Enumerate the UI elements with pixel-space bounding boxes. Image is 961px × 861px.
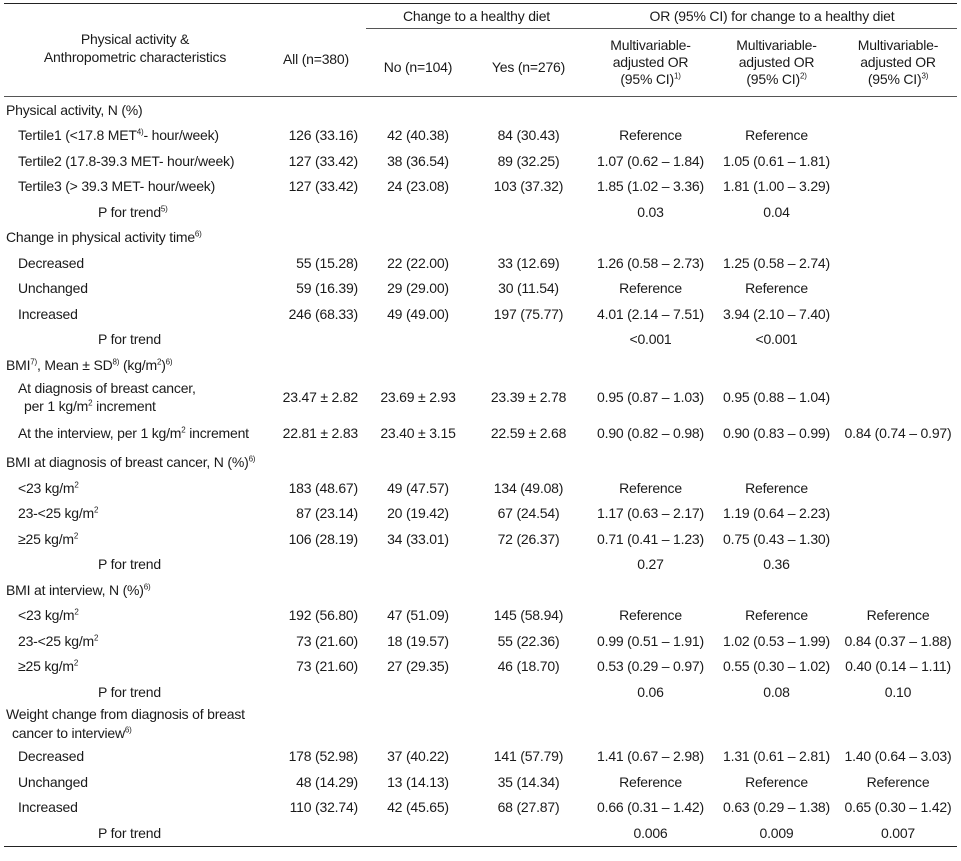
- cell-model3: [839, 199, 957, 225]
- cell-model2: <0.001: [755, 331, 798, 348]
- row-label-text: <23 kg/m: [18, 479, 75, 496]
- row-label: [4, 628, 266, 654]
- cell-all: [266, 679, 366, 705]
- footnote-marker: 6): [124, 725, 132, 735]
- header-no: [366, 29, 470, 97]
- cell-all: 183 (48.67): [288, 479, 358, 496]
- section-row-activity-time: [4, 225, 957, 251]
- cell-all: 73 (21.60): [296, 658, 358, 675]
- header-model1-note: 1): [673, 71, 681, 81]
- table-row: [4, 744, 957, 770]
- cell-no: 29 (29.00): [387, 280, 449, 297]
- header-model2-line2: adjusted OR: [738, 54, 815, 70]
- header-model1: [587, 29, 714, 97]
- section-title: [4, 352, 957, 378]
- row-label: Tertile2 (17.8-39.3 MET- hour/week): [18, 152, 235, 169]
- cell-model2: Reference: [745, 280, 808, 297]
- row-label: [4, 654, 266, 680]
- row-label: [4, 199, 266, 225]
- row-label: Unchanged: [18, 280, 88, 297]
- table-row: [4, 475, 957, 501]
- cell-model3: [839, 327, 957, 353]
- section-title-line1: Weight change from diagnosis of breast: [6, 706, 245, 722]
- cell-model2: 0.63 (0.29 – 1.38): [723, 799, 830, 816]
- cell-model2: 1.31 (0.61 – 2.81): [723, 748, 830, 765]
- superscript: 2: [94, 505, 99, 515]
- header-all: [266, 4, 366, 97]
- cell-all: [266, 327, 366, 353]
- header-model3: [839, 29, 957, 97]
- row-label: P for trend: [98, 556, 161, 573]
- cell-no: [366, 199, 470, 225]
- section-title-d: ): [161, 356, 166, 373]
- cell-no: 49 (49.00): [387, 305, 449, 322]
- cell-model3: 1.40 (0.64 – 3.03): [844, 748, 952, 765]
- cell-no: 47 (51.09): [387, 607, 449, 624]
- row-label-2b: increment: [92, 398, 156, 414]
- cell-no: [366, 679, 470, 705]
- cell-model3: Reference: [866, 607, 930, 624]
- cell-all: 87 (23.14): [296, 505, 358, 522]
- cell-all: 126 (33.16): [288, 127, 358, 144]
- cell-no: 13 (14.13): [387, 773, 449, 790]
- cell-no: 34 (33.01): [387, 530, 449, 547]
- row-label-text: ≥25 kg/m: [18, 530, 74, 547]
- cell-yes: 197 (75.77): [493, 305, 564, 322]
- header-model2: [714, 29, 839, 97]
- cell-model2: 1.05 (0.61 – 1.81): [723, 152, 830, 169]
- header-yes: [470, 29, 587, 97]
- cell-yes: 23.39 ± 2.78: [490, 389, 567, 405]
- row-label: Tertile3 (> 39.3 MET- hour/week): [18, 178, 216, 195]
- row-label-post: - hour/week): [143, 127, 219, 144]
- footnote-marker: 6): [143, 582, 151, 592]
- header-model2-ci: (95% CI): [746, 71, 800, 87]
- cell-no: 22 (22.00): [387, 254, 449, 271]
- superscript: 2: [88, 398, 93, 408]
- header-model1-line2: adjusted OR: [612, 54, 689, 70]
- row-label: [4, 501, 266, 527]
- cell-model2: 1.02 (0.53 – 1.99): [723, 632, 830, 649]
- cell-no: 24 (23.08): [387, 178, 449, 195]
- row-label-line1: At diagnosis of breast cancer,: [18, 380, 196, 396]
- header-all-label: All (n=380): [283, 51, 349, 67]
- cell-model2: 1.25 (0.58 – 2.74): [723, 254, 830, 271]
- cell-no: 42 (40.38): [387, 127, 449, 144]
- cell-yes: [470, 552, 587, 578]
- cell-yes: 35 (14.34): [497, 773, 560, 790]
- cell-model2: 0.009: [714, 820, 839, 846]
- row-label-text: ≥25 kg/m: [18, 658, 74, 675]
- cell-model1: 0.03: [637, 203, 664, 220]
- table-row: [4, 199, 957, 225]
- row-label: [4, 123, 266, 149]
- cell-model1: 1.85 (1.02 – 3.36): [597, 178, 704, 195]
- header-group-change: Change to a healthy diet: [366, 4, 587, 29]
- cell-model1: 0.99 (0.51 – 1.91): [597, 632, 704, 649]
- cell-model1: 1.41 (0.67 – 2.98): [597, 748, 704, 765]
- cell-model3: 0.84 (0.74 – 0.97): [844, 425, 952, 441]
- row-label: [4, 417, 266, 450]
- cell-no: 37 (40.22): [387, 748, 449, 765]
- cell-model1: 4.01 (2.14 – 7.51): [597, 305, 704, 322]
- cell-model2: Reference: [745, 127, 808, 144]
- cell-yes: 30 (11.54): [498, 280, 559, 297]
- cell-model1: Reference: [619, 607, 682, 624]
- table-row: [4, 276, 957, 302]
- header-characteristics-line2: Anthropometric characteristics: [43, 49, 227, 65]
- cell-model2: Reference: [745, 607, 808, 624]
- cell-no: 18 (19.57): [387, 632, 449, 649]
- section-title-c: (kg/m: [119, 356, 157, 373]
- cell-yes: [470, 327, 587, 353]
- row-label-pre: Tertile1 (<17.8 MET: [18, 127, 137, 144]
- table-row: [4, 628, 957, 654]
- table-row: [4, 417, 957, 450]
- cell-model2: Reference: [745, 773, 808, 790]
- section-title: [4, 577, 957, 603]
- section-title-line2-text: cancer to interview: [12, 725, 125, 741]
- cell-no: [366, 552, 470, 578]
- cell-model2: Reference: [745, 479, 808, 496]
- header-no-label: No (n=104): [383, 58, 453, 75]
- table-row: [4, 378, 957, 417]
- superscript: 2: [74, 480, 79, 490]
- row-label: Decreased: [18, 254, 84, 271]
- cell-yes: 55 (22.36): [497, 632, 560, 649]
- table-row: [4, 501, 957, 527]
- table-row: [4, 148, 957, 174]
- cell-no: 38 (36.54): [387, 152, 449, 169]
- row-label-text: 23-<25 kg/m: [18, 505, 95, 522]
- cell-model1: Reference: [619, 479, 682, 496]
- header-model2-line1: Multivariable-: [736, 37, 817, 53]
- cell-model2: 0.04: [763, 203, 790, 220]
- cell-no: 49 (47.57): [387, 479, 449, 496]
- header-characteristics-line1: Physical activity &: [80, 31, 190, 47]
- row-label: [4, 526, 266, 552]
- cell-all: 23.47 ± 2.82: [282, 389, 358, 405]
- cell-yes: 68 (27.87): [497, 799, 560, 816]
- cell-model3: [839, 250, 957, 276]
- cell-yes: 33 (12.69): [497, 254, 560, 271]
- cell-model3: [839, 174, 957, 200]
- cell-model1: 0.27: [637, 556, 664, 573]
- cell-all: 55 (15.28): [296, 254, 358, 271]
- header-model1-line1: Multivariable-: [610, 37, 691, 53]
- cell-model3: [839, 552, 957, 578]
- cell-all: 110 (32.74): [289, 799, 358, 816]
- cell-yes: 22.59 ± 2.68: [490, 425, 567, 441]
- header-model3-note: 3): [921, 71, 929, 81]
- cell-model3: [839, 301, 957, 327]
- cell-model2: 0.55 (0.30 – 1.02): [723, 658, 830, 675]
- header-model3-line1: Multivariable-: [857, 37, 939, 53]
- cell-all: 178 (52.98): [288, 748, 358, 765]
- cell-model1: <0.001: [629, 331, 672, 348]
- footnote-marker: 5): [160, 204, 168, 214]
- cell-model3: [839, 475, 957, 501]
- cell-all: 127 (33.42): [288, 178, 358, 195]
- cell-yes: 46 (18.70): [497, 658, 560, 675]
- cell-model1: 0.006: [587, 820, 714, 846]
- cell-model2: 1.19 (0.64 – 2.23): [723, 505, 830, 522]
- cell-yes: 72 (26.37): [497, 530, 560, 547]
- row-label: P for trend: [98, 331, 161, 348]
- row-label-text: <23 kg/m: [18, 607, 75, 624]
- section-title: [4, 450, 957, 476]
- cell-model3: [839, 148, 957, 174]
- cell-model3: [839, 526, 957, 552]
- table-row: [4, 174, 957, 200]
- cell-model3: [839, 378, 957, 417]
- cell-all: [266, 552, 366, 578]
- results-table: [4, 3, 957, 847]
- row-label: [4, 378, 266, 417]
- cell-all: 73 (21.60): [296, 632, 358, 649]
- section-title-a: BMI: [6, 356, 31, 373]
- cell-model1: 0.71 (0.41 – 1.23): [597, 530, 704, 547]
- cell-model3: [839, 123, 957, 149]
- table-row: [4, 123, 957, 149]
- row-label-line2: [18, 397, 266, 415]
- row-label: Increased: [18, 305, 78, 322]
- section-title: [4, 225, 957, 251]
- cell-yes: [470, 199, 587, 225]
- cell-yes: 89 (32.25): [497, 152, 560, 169]
- footnote-marker: 8): [112, 357, 120, 367]
- section-title-text: BMI at diagnosis of breast cancer, N (%): [6, 454, 249, 471]
- row-label: Unchanged: [18, 773, 88, 790]
- row-label-text: 23-<25 kg/m: [18, 632, 95, 649]
- cell-model2: 0.08: [763, 683, 790, 700]
- section-row-weight-change: [4, 705, 957, 744]
- cell-model2: 0.75 (0.43 – 1.30): [723, 530, 830, 547]
- cell-model3: [839, 501, 957, 527]
- cell-model3: 0.40 (0.14 – 1.11): [845, 658, 951, 675]
- header-yes-label: Yes (n=276): [491, 58, 566, 75]
- table-row: [4, 250, 957, 276]
- table-row: [4, 795, 957, 821]
- cell-model2: 3.94 (2.10 – 7.40): [723, 305, 830, 322]
- cell-all: 106 (28.19): [288, 530, 358, 547]
- cell-model3: 0.10: [884, 683, 912, 700]
- table-page: [0, 3, 961, 861]
- cell-model1: Reference: [619, 280, 682, 297]
- table-row: [4, 679, 957, 705]
- footnote-marker: 4): [136, 127, 144, 137]
- cell-no: 27 (29.35): [387, 658, 449, 675]
- row-label: [4, 475, 266, 501]
- cell-model1: Reference: [619, 127, 682, 144]
- cell-model2: 0.95 (0.88 – 1.04): [723, 389, 830, 405]
- row-label: Decreased: [18, 748, 84, 765]
- section-row-physical-activity: [4, 97, 957, 123]
- cell-yes: [470, 679, 587, 705]
- cell-no: 23.69 ± 2.93: [380, 389, 456, 405]
- cell-model3: Reference: [866, 773, 930, 790]
- table-row: [4, 301, 957, 327]
- cell-model1: 1.26 (0.58 – 2.73): [597, 254, 704, 271]
- cell-model3: [839, 276, 957, 302]
- p-trend-label: P for trend: [98, 203, 161, 220]
- cell-no: 23.40 ± 3.15: [380, 425, 456, 441]
- section-title: Physical activity, N (%): [6, 101, 143, 118]
- cell-all: 246 (68.33): [288, 305, 358, 322]
- footnote-marker: 7): [30, 357, 38, 367]
- cell-model1: 0.66 (0.31 – 1.42): [597, 799, 704, 816]
- header-model3-line2: adjusted OR: [860, 54, 936, 70]
- cell-all: [266, 199, 366, 225]
- superscript: 2: [73, 658, 79, 668]
- cell-model1: 0.06: [637, 683, 664, 700]
- superscript: 2: [73, 531, 79, 541]
- footnote-marker: 6): [194, 229, 202, 239]
- cell-all: 59 (16.39): [296, 280, 358, 297]
- superscript: 2: [156, 357, 162, 367]
- cell-model1: 1.07 (0.62 – 1.84): [597, 152, 704, 169]
- cell-yes: [470, 820, 587, 846]
- superscript: 2: [74, 607, 79, 617]
- cell-no: [366, 820, 470, 846]
- header-model2-line3: [714, 71, 839, 88]
- row-label-b: increment: [185, 425, 249, 441]
- section-title: [4, 705, 957, 744]
- section-title-b: , Mean ± SD: [37, 356, 113, 373]
- cell-model2: 1.81 (1.00 – 3.29): [723, 178, 830, 195]
- cell-yes: 134 (49.08): [493, 479, 564, 496]
- cell-model1: 0.95 (0.87 – 1.03): [597, 389, 704, 405]
- cell-no: [366, 327, 470, 353]
- cell-all: 127 (33.42): [288, 152, 358, 169]
- row-label: [4, 603, 266, 629]
- header-model1-line3: [587, 71, 714, 88]
- table-row: [4, 526, 957, 552]
- table-row: [4, 820, 957, 846]
- header-model3-ci: (95% CI): [867, 71, 922, 87]
- section-row-bmi-mean: [4, 352, 957, 378]
- section-title-text: Change in physical activity time: [6, 229, 195, 246]
- section-title-line2: [6, 724, 957, 743]
- cell-yes: 67 (24.54): [497, 505, 560, 522]
- cell-model3: 0.007: [839, 820, 957, 846]
- cell-model3: 0.65 (0.30 – 1.42): [844, 799, 952, 816]
- cell-model1: 1.17 (0.63 – 2.17): [597, 505, 704, 522]
- cell-model2: 0.36: [763, 556, 790, 573]
- header-model3-line3: [839, 71, 957, 88]
- cell-model2: 0.90 (0.83 – 0.99): [723, 425, 830, 441]
- table-row: [4, 654, 957, 680]
- cell-yes: 141 (57.79): [493, 748, 564, 765]
- table-row: [4, 603, 957, 629]
- row-label-a: At the interview, per 1 kg/m: [18, 425, 182, 441]
- cell-model1: 0.53 (0.29 – 0.97): [597, 658, 704, 675]
- cell-yes: 84 (30.43): [497, 127, 560, 144]
- row-label: P for trend: [4, 820, 266, 846]
- row-label-2a: per 1 kg/m: [24, 398, 89, 414]
- section-row-bmi-diagnosis: [4, 450, 957, 476]
- cell-model3: 0.84 (0.37 – 1.88): [844, 632, 952, 649]
- cell-yes: 103 (37.32): [493, 178, 564, 195]
- footnote-marker: 6): [165, 357, 173, 367]
- row-label: Increased: [18, 799, 78, 816]
- cell-model1: 0.90 (0.82 – 0.98): [597, 425, 704, 441]
- row-label: P for trend: [98, 683, 161, 700]
- section-title-text: BMI at interview, N (%): [6, 581, 144, 598]
- superscript: 2: [94, 633, 99, 643]
- cell-all: 192 (56.80): [288, 607, 358, 624]
- cell-no: 42 (45.65): [387, 799, 449, 816]
- cell-all: 48 (14.29): [296, 773, 358, 790]
- header-model2-note: 2): [799, 71, 807, 81]
- cell-yes: 145 (58.94): [493, 607, 564, 624]
- table-row: [4, 327, 957, 353]
- cell-all: 22.81 ± 2.83: [282, 425, 358, 441]
- footnote-marker: 6): [248, 454, 256, 464]
- cell-no: 20 (19.42): [387, 505, 449, 522]
- table-row: [4, 769, 957, 795]
- superscript: 2: [181, 425, 186, 435]
- header-model1-ci: (95% CI): [620, 71, 674, 87]
- header-group-or: OR (95% CI) for change to a healthy diet: [587, 4, 957, 29]
- cell-model1: Reference: [619, 773, 682, 790]
- cell-all: [266, 820, 366, 846]
- section-row-bmi-interview: [4, 577, 957, 603]
- table-row: [4, 552, 957, 578]
- header-characteristics: [4, 4, 266, 97]
